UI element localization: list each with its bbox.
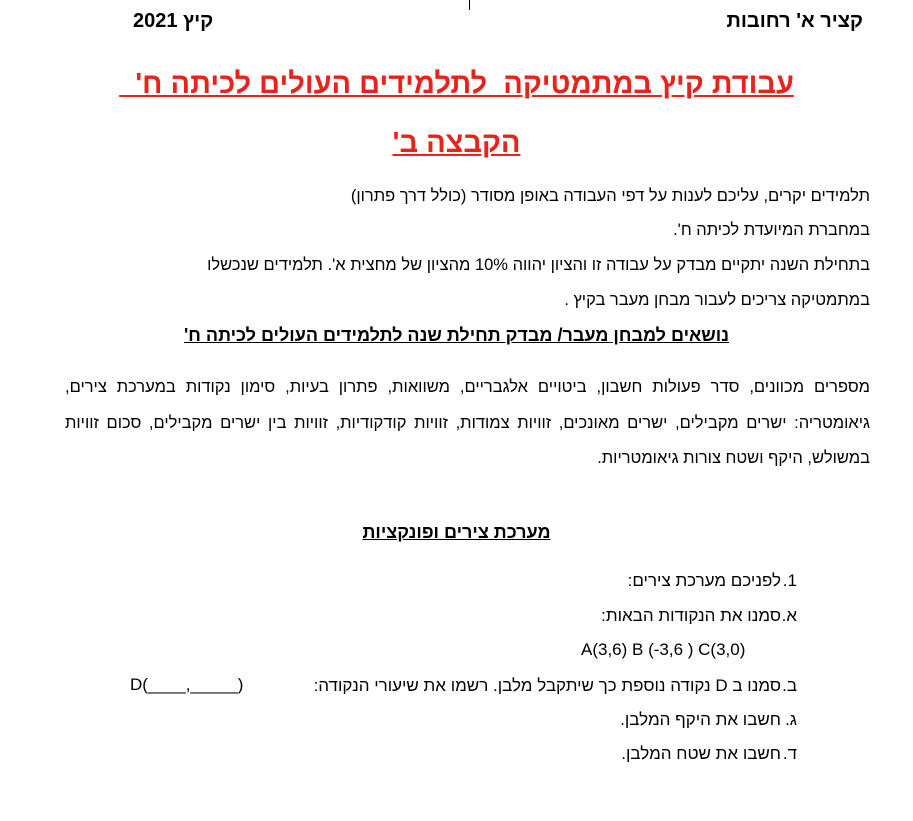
intro-line-2: במחברת המיועדת לכיתה ח'.	[673, 221, 870, 239]
topics-heading: נושאים למבחן מעבר/ מבדק תחילת שנה לתלמידים העולים לכיתה ח'	[184, 325, 729, 345]
section-heading: מערכת צירים ופונקציות	[362, 522, 551, 542]
points-list: A(3,6) B (-3,6 ) C(3,0)	[581, 640, 746, 659]
school-name: קציר א' רחובות	[726, 10, 863, 32]
point-d-blank: D(____,_____)	[130, 675, 244, 694]
question-1-text: לפניכם מערכת צירים:	[627, 571, 781, 590]
question-b-number: ב.	[782, 676, 797, 695]
question-b-text: סמנו ב D נקודה נוספת כך שיתקבל מלבן. רשמו את שיעורי הנקודה:	[313, 676, 781, 695]
question-c-number: ג.	[785, 710, 797, 729]
term-label: קיץ 2021	[133, 10, 214, 32]
question-c-text: חשבו את היקף המלבן.	[620, 710, 781, 729]
page-title: עבודת קיץ במתמטיקה לתלמידים העולים לכיתה ח'	[119, 68, 794, 100]
question-d-text: חשבו את שטח המלבן.	[621, 744, 781, 763]
intro-line-4: במתמטיקה צריכים לעבור מבחן מעבר בקיץ .	[564, 291, 870, 309]
intro-line-3: בתחילת השנה יתקיים מבדק על עבודה זו והציון יהווה 10% מהציון של מחצית א'. תלמידים שנכשלו	[207, 256, 870, 274]
topics-paragraph: מספרים מכוונים, סדר פעולות חשבון, ביטויים אלגבריים, משוואות, פתרון בעיות, סימון נקודות במערכת צירים, גיאומטריה: ישרים מקבילים, ישרים מאונכים, זוויות צמודות, זוויות קודקודיות, זוויות בין ישרים מקבילים, סכום זוויות במשולש, היקף ושטח צורות גיאומטריות.	[65, 378, 870, 467]
page-subtitle: הקבצה ב'	[392, 127, 521, 159]
question-d-number: ד.	[782, 744, 797, 763]
intro-line-1: תלמידים יקרים, עליכם לענות על דפי העבודה באופן מסודר (כולל דרך פתרון)	[350, 187, 870, 205]
page-edge-tick	[469, 0, 470, 10]
question-1-number: 1.	[782, 571, 797, 590]
question-a-text: סמנו את הנקודות הבאות:	[601, 606, 781, 625]
question-a-number: א.	[781, 606, 797, 625]
